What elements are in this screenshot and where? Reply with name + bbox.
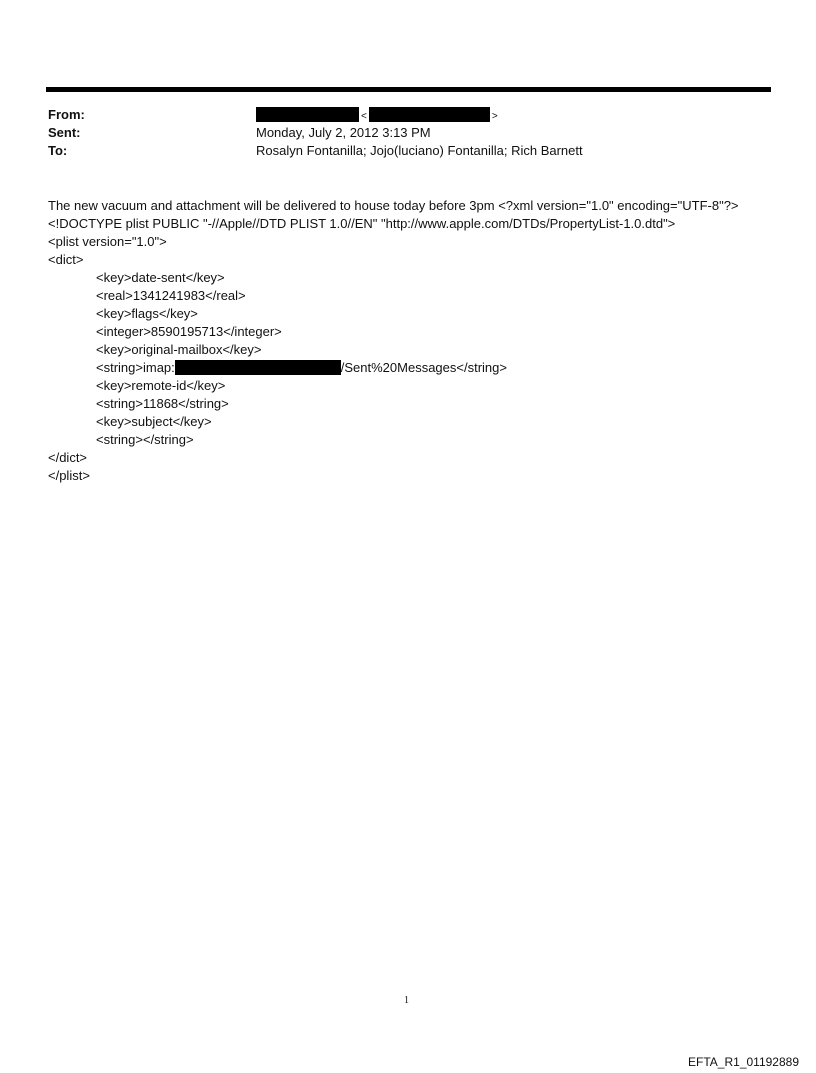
body-line: <dict> xyxy=(48,252,84,267)
page-number: 1 xyxy=(404,995,409,1006)
body-line: <!DOCTYPE plist PUBLIC "-//Apple//DTD PLIST 1.0//EN" "http://www.apple.com/DTDs/PropertyList-1.0.dtd"> xyxy=(48,216,676,231)
email-body xyxy=(48,197,778,485)
from-open-bracket: < xyxy=(361,111,367,122)
bates-number: EFTA_R1_01192889 xyxy=(688,1055,799,1069)
body-line: </dict> xyxy=(48,450,88,465)
to-value: Rosalyn Fontanilla; Jojo(luciano) Fontanilla; Rich Barnett xyxy=(256,143,583,158)
body-line: <real>1341241983</real> xyxy=(96,288,246,303)
body-line: <integer>8590195713</integer> xyxy=(96,324,282,339)
body-line: </plist> xyxy=(48,468,90,483)
body-line: <key>subject</key> xyxy=(96,414,212,429)
from-value xyxy=(256,106,500,126)
body-line xyxy=(48,359,778,377)
redaction-box xyxy=(369,107,490,122)
sent-row xyxy=(48,124,768,142)
from-row xyxy=(48,106,768,124)
sent-label: Sent: xyxy=(48,125,81,140)
body-line: <key>original-mailbox</key> xyxy=(96,342,262,357)
redaction-box xyxy=(175,360,341,375)
from-close-bracket: > xyxy=(491,111,498,122)
imap-suffix: /Sent%20Messages</string> xyxy=(340,360,507,375)
imap-prefix: <string>imap: xyxy=(96,360,175,375)
to-label: To: xyxy=(48,143,68,158)
body-line: The new vacuum and attachment will be delivered to house today before 3pm <?xml version="1.0" encoding="UTF-8"?> xyxy=(48,198,739,213)
header-rule xyxy=(46,87,771,92)
to-row xyxy=(48,142,768,160)
body-line: <string>11868</string> xyxy=(96,396,229,411)
sent-value: Monday, July 2, 2012 3:13 PM xyxy=(256,125,431,140)
from-label: From: xyxy=(48,107,85,122)
body-line: <key>date-sent</key> xyxy=(96,270,225,285)
redaction-box xyxy=(256,107,359,122)
body-line: <key>flags</key> xyxy=(96,306,198,321)
body-line: <plist version="1.0"> xyxy=(48,234,167,249)
body-line: <key>remote-id</key> xyxy=(96,378,226,393)
body-line: <string></string> xyxy=(96,432,194,447)
